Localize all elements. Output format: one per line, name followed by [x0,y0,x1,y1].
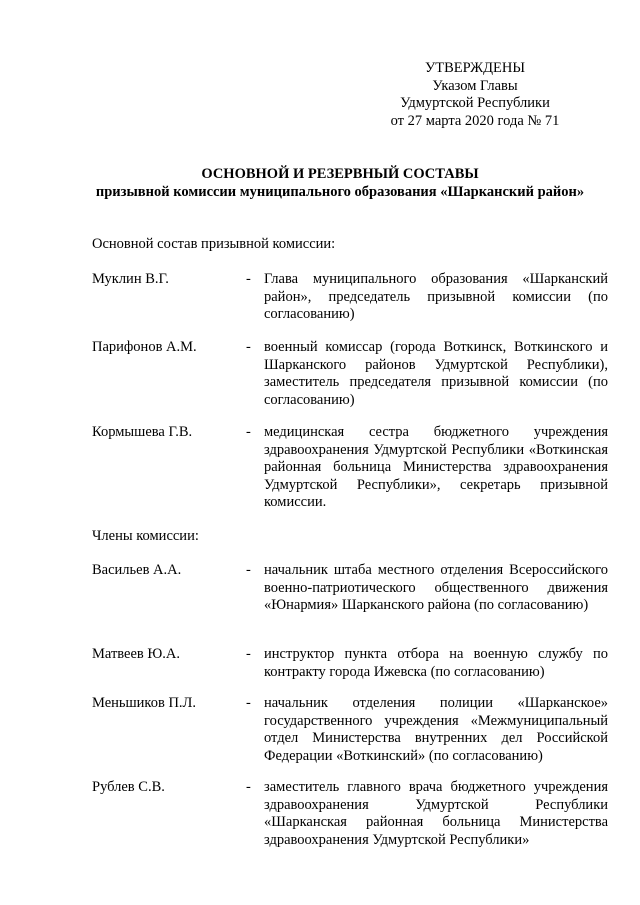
title-line-1: ОСНОВНОЙ И РЕЗЕРВНЫЙ СОСТАВЫ [201,166,479,182]
member-role: Глава муниципального образования «Шарканский район», председатель призывной комиссии (по согласованию) [264,271,608,322]
member-role: военный комиссар (города Воткинск, Воткинского и Шарканского районов Удмуртской Республики), заместитель председателя призывной комиссии (по согласованию) [264,339,608,408]
member-name: Муклин В.Г. [92,271,169,287]
member-name: Меньшиков П.Л. [92,695,197,711]
member-dash: - [246,646,251,662]
member-name: Рублев С.В. [92,779,165,795]
member-role: начальник штаба местного отделения Всероссийского военно-патриотического общественного движения «Юнармия» Шарканского района (по согласованию) [264,562,608,613]
document-title [40,166,640,201]
member-dash: - [246,424,251,440]
member-role: начальник отделения полиции «Шарканское» государственного учреждения «Межмуниципальный отдел Министерства внутренних дел Российской Федерации «Воткинский» (по согласованию) [264,695,608,764]
member-name: Матвеев Ю.А. [92,646,181,662]
member-role: медицинская сестра бюджетного учреждения здравоохранения Удмуртской Республики «Воткинская районная больница Министерства здравоохранения Удмуртской Республики», секретарь призывной комиссии. [264,424,608,510]
member-dash: - [246,339,251,355]
main-composition-label: Основной состав призывной комиссии: [92,236,336,252]
member-dash: - [246,779,251,795]
approval-decree: Указом Главы [432,77,518,94]
approval-republic: Удмуртской Республики [400,95,550,111]
approval-heading: УТВЕРЖДЕНЫ [424,60,526,76]
member-dash: - [246,695,251,711]
member-role: инструктор пункта отбора на военную службу по контракту города Ижевска (по согласованию) [264,646,608,680]
member-name: Васильев А.А. [92,562,182,578]
member-dash: - [246,271,251,287]
approval-date: от 27 марта 2020 года № 71 [390,112,560,129]
member-role: заместитель главного врача бюджетного учреждения здравоохранения Удмуртской Республики «Шарканская районная больница Министерства здравоохранения Удмуртской Республики» [264,779,608,848]
member-name: Кормышева Г.В. [92,424,193,440]
member-dash: - [246,562,251,578]
members-label: Члены комиссии: [92,528,199,544]
member-name: Парифонов А.М. [92,339,197,355]
title-line-2: призывной комиссии муниципального образования «Шарканский район» [95,183,585,200]
approval-stamp [360,60,590,130]
